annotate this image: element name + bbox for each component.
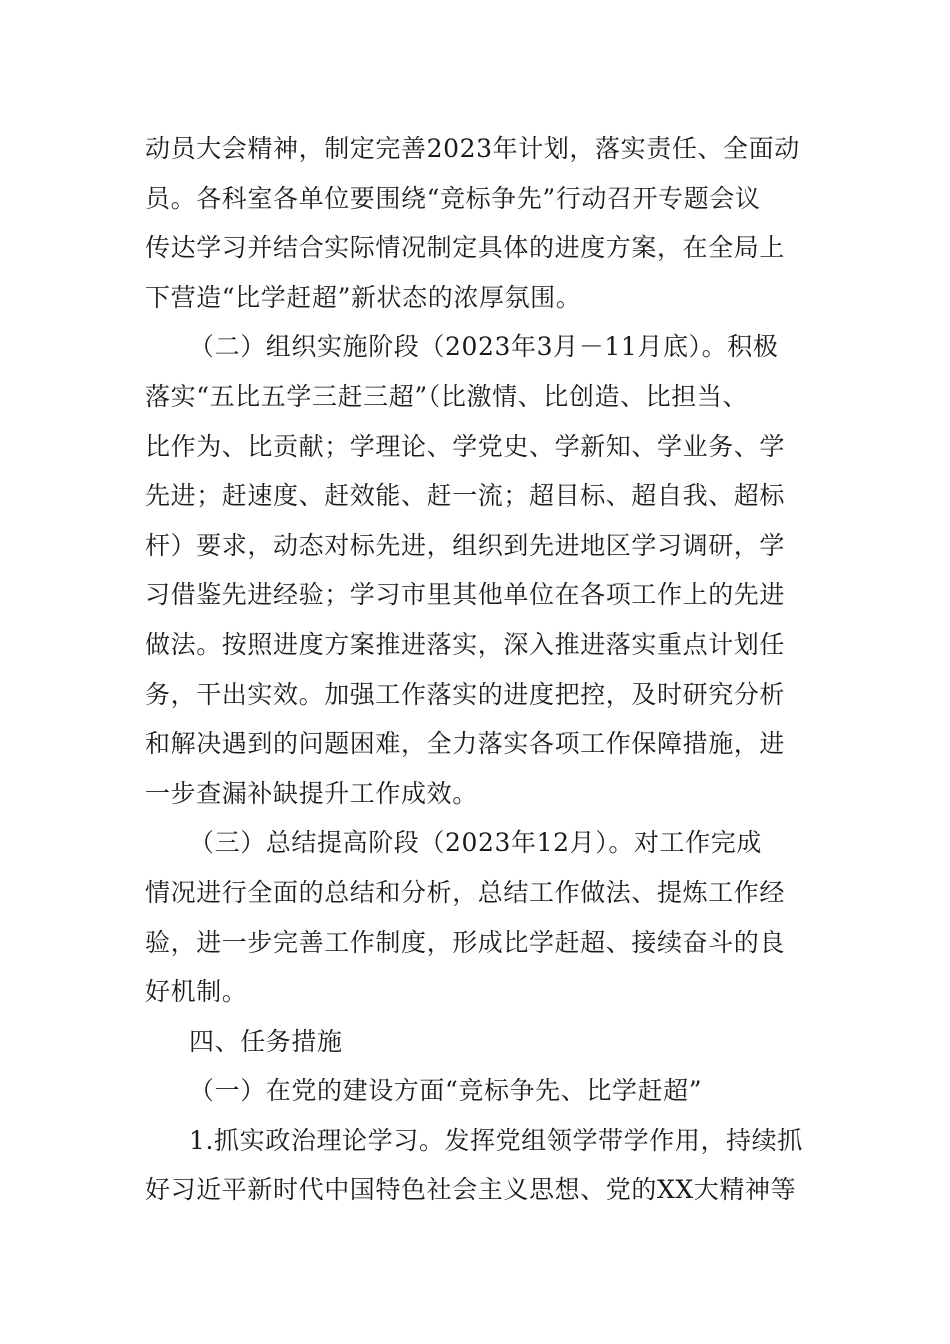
text-line: 四、任务措施 (189, 1026, 343, 1056)
paragraph-political-theory (145, 1116, 810, 1215)
text-line: 验，进一步完善工作制度，形成比学赶超、接续奋斗的良 (145, 927, 786, 957)
paragraph-summary-stage (145, 818, 810, 1016)
text-line: 一步查漏补缺提升工作成效。 (145, 778, 478, 808)
text-line: 1.抓实政治理论学习。发挥党组领学带学作用，持续抓 (189, 1125, 803, 1155)
text-line: 做法。按照进度方案推进落实，深入推进落实重点计划任 (145, 629, 786, 659)
text-line: 员。各科室各单位要围绕“竞标争先”行动召开专题会议 (145, 183, 761, 213)
heading-party-building (145, 1066, 810, 1116)
text-line: 比作为、比贡献；学理论、学党史、学新知、学业务、学 (145, 431, 786, 461)
text-line: 传达学习并结合实际情况制定具体的进度方案，在全局上 (145, 233, 786, 263)
text-line: 好机制。 (145, 977, 248, 1007)
paragraph-implementation-stage (145, 322, 810, 818)
text-line: 先进；赶速度、赶效能、赶一流；超目标、超自我、超标 (145, 481, 786, 511)
text-line: 和解决遇到的问题困难，全力落实各项工作保障措施，进 (145, 729, 786, 759)
heading-task-measures (145, 1017, 810, 1067)
paragraph-mobilization-continuation (145, 124, 810, 322)
text-line: 杆）要求，动态对标先进，组织到先进地区学习调研，学 (145, 530, 786, 560)
text-line: 落实“五比五学三赶三超”（比激情、比创造、比担当、 (145, 381, 749, 411)
text-line: （二）组织实施阶段（2023年3月－11月底）。积极 (189, 332, 779, 362)
text-line: 下营造“比学赶超”新状态的浓厚氛围。 (145, 282, 582, 312)
text-line: 习借鉴先进经验；学习市里其他单位在各项工作上的先进 (145, 580, 786, 610)
text-line: （三）总结提高阶段（2023年12月）。对工作完成 (189, 828, 762, 858)
text-line: （一）在党的建设方面“竞标争先、比学赶超” (189, 1076, 703, 1106)
text-line: 情况进行全面的总结和分析，总结工作做法、提炼工作经 (145, 877, 786, 907)
text-line: 务，干出实效。加强工作落实的进度把控，及时研究分析 (145, 679, 786, 709)
document-body (145, 124, 810, 1215)
text-line: 动员大会精神，制定完善2023年计划，落实责任、全面动 (145, 134, 800, 163)
text-line: 好习近平新时代中国特色社会主义思想、党的XX大精神等 (145, 1175, 797, 1205)
